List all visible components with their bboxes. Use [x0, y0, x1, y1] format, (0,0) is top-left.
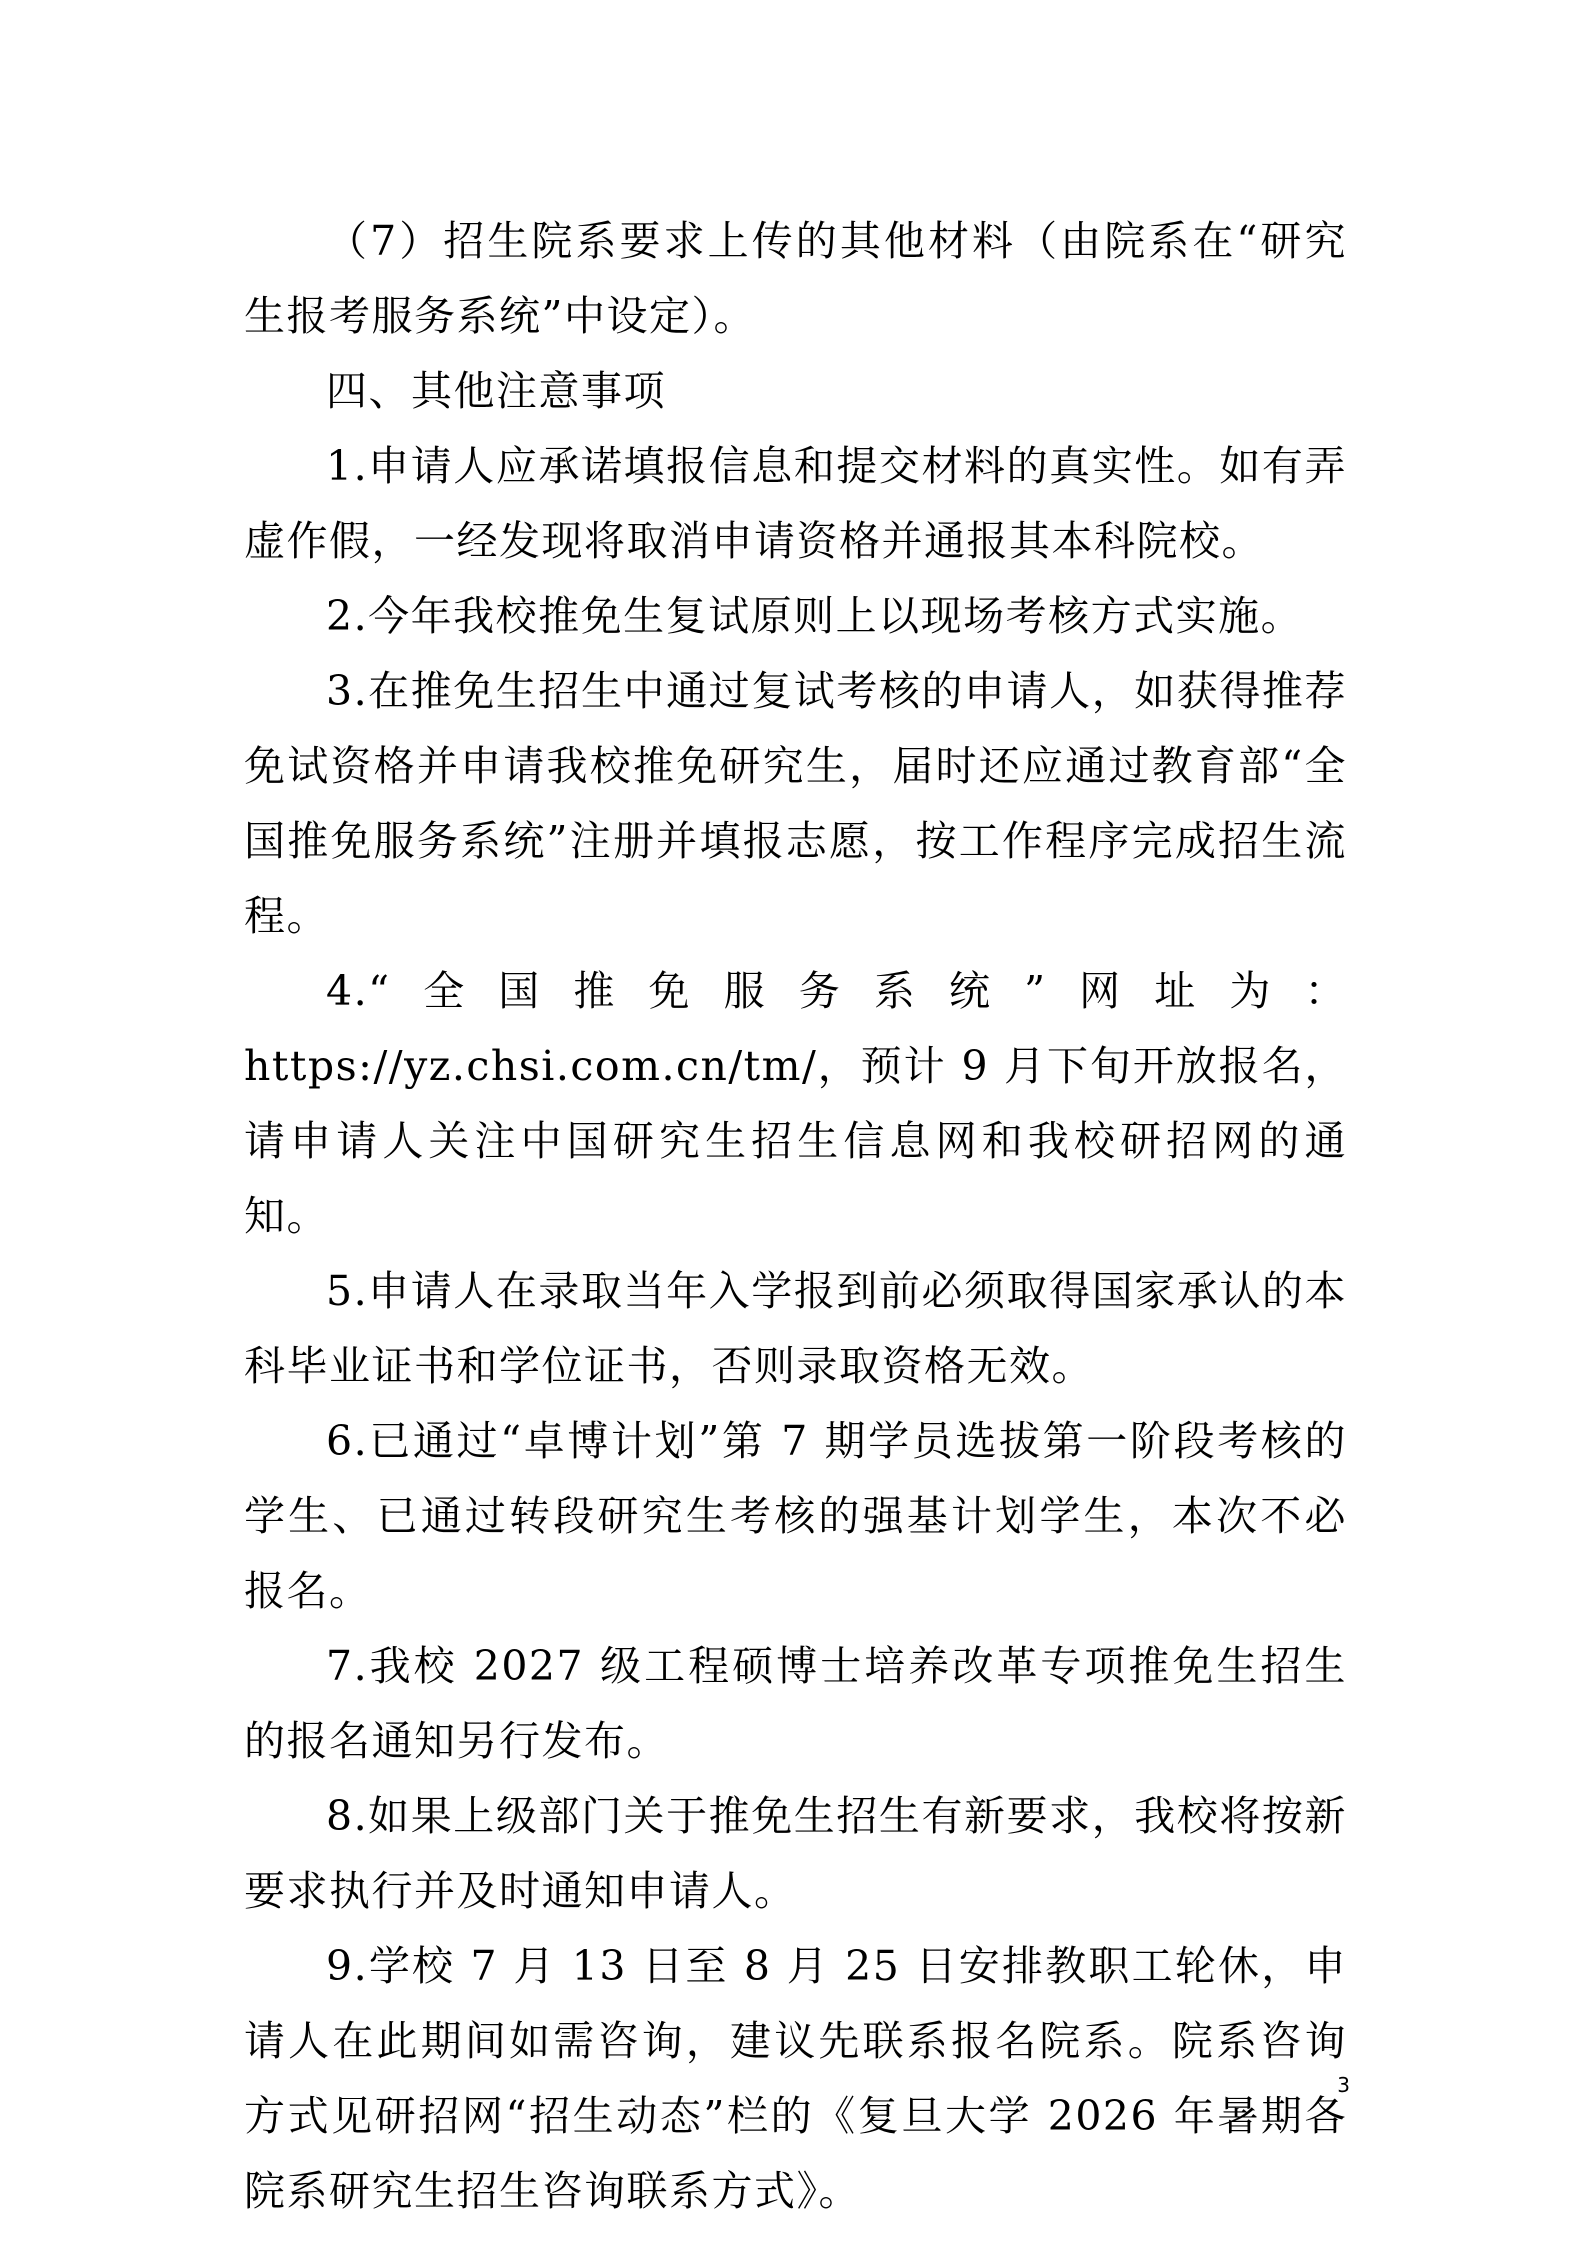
paragraph-other-materials: （7）招生院系要求上传的其他材料（由院系在“研究生报考服务系统”中设定）。 [244, 217, 1347, 340]
paragraph-note-3: 3.在推免生招生中通过复试考核的申请人，如获得推荐免试资格并申请我校推免研究生，届时还应通过教育部“全国推免服务系统”注册并填报志愿，按工作程序完成招生流程。 [244, 667, 1347, 940]
section-heading-notes: 四、其他注意事项 [326, 367, 666, 415]
paragraph-note-7: 7.我校 2027 级工程硕博士培养改革专项推免生招生的报名通知另行发布。 [244, 1642, 1347, 1765]
page-number: 3 [1337, 2073, 1350, 2097]
paragraph-note-6: 6.已通过“卓博计划”第 7 期学员选拔第一阶段考核的学生、已通过转段研究生考核的强基计划学生，本次不必报名。 [244, 1417, 1347, 1615]
paragraph-note-1: 1.申请人应承诺填报信息和提交材料的真实性。如有弄虚作假，一经发现将取消申请资格并通报其本科院校。 [244, 442, 1347, 565]
paragraph-note-4: 4.“全国推免服务系统”网址为：https://yz.chsi.com.cn/tm/，预计 9 月下旬开放报名，请申请人关注中国研究生招生信息网和我校研招网的通知。 [244, 967, 1347, 1240]
paragraph-note-9: 9.学校 7 月 13 日至 8 月 25 日安排教职工轮休，申请人在此期间如需咨询，建议先联系报名院系。院系咨询方式见研招网“招生动态”栏的《复旦大学 2026 年暑期各院系研究生招生咨询联系方式》。 [244, 1942, 1347, 2215]
paragraph-note-5: 5.申请人在录取当年入学报到前必须取得国家承认的本科毕业证书和学位证书，否则录取资格无效。 [244, 1267, 1347, 1390]
document-body [244, 204, 1347, 2229]
paragraph-note-2: 2.今年我校推免生复试原则上以现场考核方式实施。 [326, 592, 1304, 640]
paragraph-note-8: 8.如果上级部门关于推免生招生有新要求，我校将按新要求执行并及时通知申请人。 [244, 1792, 1347, 1915]
